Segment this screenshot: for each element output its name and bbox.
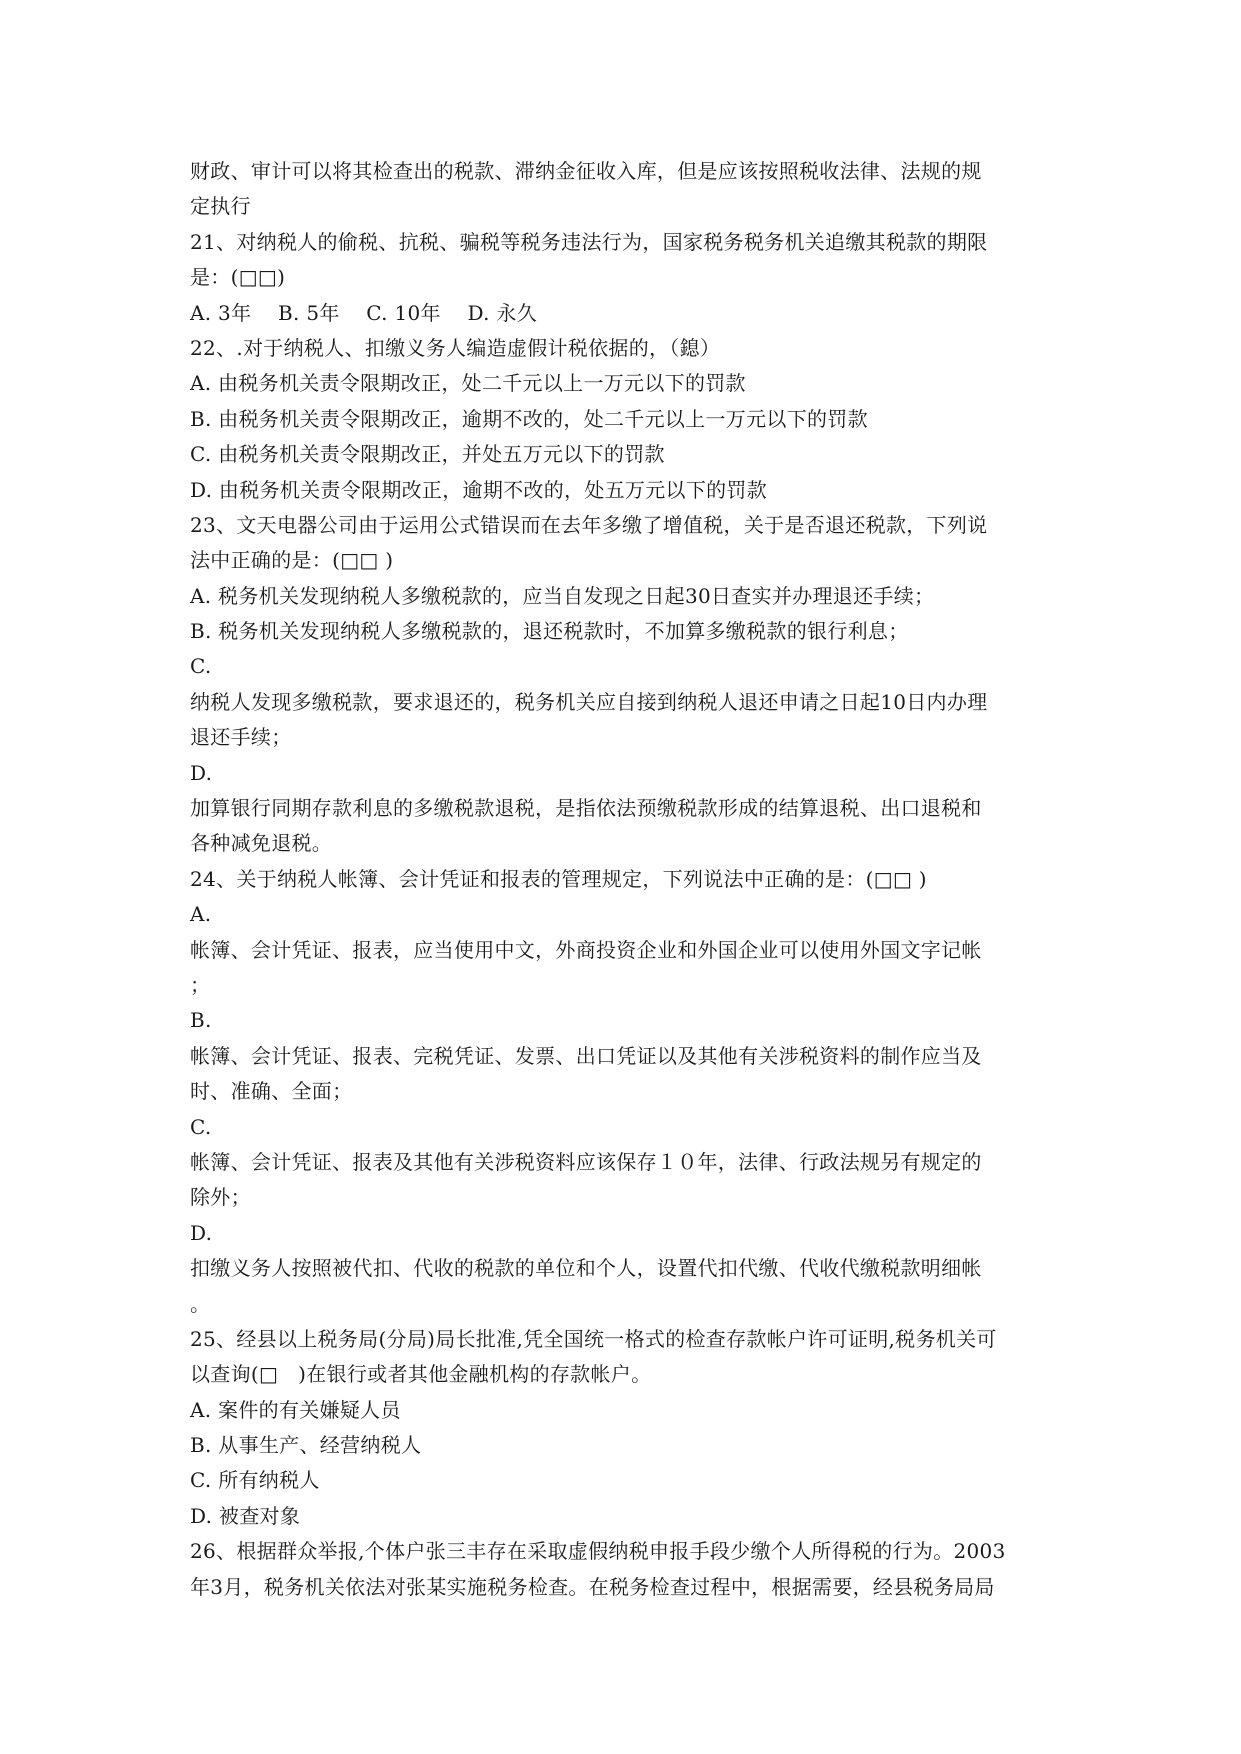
option-d: 加算银行同期存款利息的多缴税款退税，是指依法预缴税款形成的结算退税、出口退税和 — [190, 796, 982, 821]
text-line: 时、准确、全面； — [190, 1079, 353, 1104]
text-line: 。 — [190, 1291, 211, 1316]
option-b-label: B. — [190, 1008, 212, 1033]
option-a: A. 由税务机关责令限期改正，处二千元以上一万元以下的罚款 — [190, 371, 746, 396]
text-line: 定执行 — [190, 194, 251, 219]
option-c: 纳税人发现多缴税款，要求退还的，税务机关应自接到纳税人退还申请之日起10日内办理 — [190, 689, 988, 714]
option-d: D. 被查对象 — [190, 1503, 301, 1528]
option-d: 扣缴义务人按照被代扣、代收的税款的单位和个人，设置代扣代缴、代收代缴税款明细帐 — [190, 1256, 982, 1281]
option-c: C. 由税务机关责令限期改正，并处五万元以下的罚款 — [190, 442, 665, 467]
question-23-stem: 23、文天电器公司由于运用公式错误而在去年多缴了增值税，关于是否退还税款，下列说 — [190, 512, 988, 537]
text-line: 除外； — [190, 1185, 251, 1210]
question-24-stem: 24、关于纳税人帐簿、会计凭证和报表的管理规定，下列说法中正确的是：(□□ ) — [190, 866, 927, 891]
question-21-stem: 21、对纳税人的偷税、抗税、骗税等税务违法行为，国家税务税务机关追缴其税款的期限 — [190, 229, 988, 254]
text-line: 以查询(□ )在银行或者其他金融机构的存款帐户。 — [190, 1362, 652, 1387]
text-line: 年3月，税务机关依法对张某实施税务检查。在税务检查过程中，根据需要，经县税务局局 — [190, 1574, 995, 1599]
document-body — [190, 154, 1060, 1605]
text-line: 财政、审计可以将其检查出的税款、滞纳金征收入库，但是应该按照税收法律、法规的规 — [190, 159, 982, 183]
question-21-options: A. 3年 B. 5年 C. 10年 D. 永久 — [190, 300, 537, 325]
text-line: 退还手续； — [190, 725, 292, 750]
option-d: D. 由税务机关责令限期改正，逾期不改的，处五万元以下的罚款 — [190, 477, 768, 502]
option-d-label: D. — [190, 760, 213, 785]
question-22-stem: 22、.对于纳税人、扣缴义务人编造虚假计税依据的，（鎴） — [190, 335, 721, 360]
text-line: 法中正确的是：(□□ ) — [190, 548, 394, 573]
option-a: A. 税务机关发现纳税人多缴税款的，应当自发现之日起30日查实并办理退还手续； — [190, 583, 935, 608]
option-c-label: C. — [190, 654, 212, 679]
option-b: B. 从事生产、经营纳税人 — [190, 1433, 422, 1458]
text-line: ； — [190, 972, 211, 997]
question-25-stem: 25、经县以上税务局(分局)局长批准,凭全国统一格式的检查存款帐户许可证明,税务机关可 — [190, 1326, 997, 1351]
option-b: B. 由税务机关责令限期改正，逾期不改的，处二千元以上一万元以下的罚款 — [190, 406, 868, 431]
option-c: 帐簿、会计凭证、报表及其他有关涉税资料应该保存１０年，法律、行政法规另有规定的 — [190, 1149, 982, 1174]
question-26-stem: 26、根据群众举报,个体户张三丰存在采取虚假纳税申报手段少缴个人所得税的行为。2003 — [190, 1539, 1006, 1564]
option-d-label: D. — [190, 1220, 213, 1245]
option-a-label: A. — [190, 902, 212, 927]
option-b: B. 税务机关发现纳税人多缴税款的，退还税款时，不加算多缴税款的银行利息； — [190, 619, 909, 644]
option-c: C. 所有纳税人 — [190, 1468, 320, 1493]
text-line: 各种减免退税。 — [190, 831, 333, 856]
option-a: A. 案件的有关嫌疑人员 — [190, 1397, 401, 1422]
option-a: 帐簿、会计凭证、报表，应当使用中文，外商投资企业和外国企业可以使用外国文字记帐 — [190, 937, 982, 962]
text-line: 是：(□□) — [190, 265, 286, 290]
option-c-label: C. — [190, 1114, 212, 1139]
option-b: 帐簿、会计凭证、报表、完税凭证、发票、出口凭证以及其他有关涉税资料的制作应当及 — [190, 1043, 982, 1068]
